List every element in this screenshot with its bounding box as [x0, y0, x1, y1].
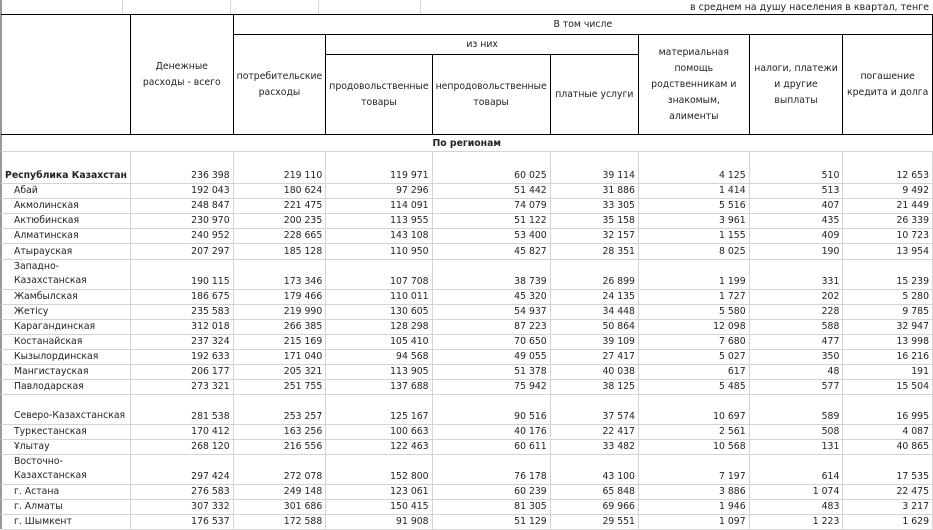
value-cell[interactable]: 200 235 — [233, 214, 326, 229]
value-cell[interactable]: 216 556 — [233, 439, 326, 454]
value-cell[interactable]: 1 155 — [638, 229, 749, 244]
region-name-cell[interactable]: Восточно-Казахстанская — [1, 454, 130, 484]
value-cell[interactable]: 49 055 — [432, 349, 550, 364]
value-cell[interactable]: 21 449 — [843, 199, 933, 214]
value-cell[interactable]: 407 — [749, 199, 843, 214]
value-cell[interactable]: 3 961 — [638, 214, 749, 229]
value-cell[interactable]: 26 339 — [843, 214, 933, 229]
value-cell[interactable]: 107 708 — [326, 259, 432, 289]
value-cell[interactable]: 1 414 — [638, 184, 749, 199]
region-name-cell[interactable]: Актюбинская — [1, 214, 130, 229]
value-cell[interactable]: 614 — [749, 454, 843, 484]
value-cell[interactable]: 5 580 — [638, 304, 749, 319]
region-name-cell[interactable]: г. Астана — [1, 484, 130, 499]
value-cell[interactable]: 1 223 — [749, 515, 843, 530]
value-cell[interactable]: 15 239 — [843, 259, 933, 289]
table-row — [1, 515, 933, 530]
value-cell[interactable]: 5 280 — [843, 289, 933, 304]
value-cell[interactable]: 51 442 — [432, 184, 550, 199]
value-cell[interactable]: 307 332 — [130, 500, 233, 515]
value-cell[interactable]: 69 966 — [550, 500, 638, 515]
value-cell[interactable]: 13 954 — [843, 244, 933, 259]
value-cell[interactable]: 435 — [749, 214, 843, 229]
value-cell[interactable]: 22 417 — [550, 424, 638, 439]
value-cell[interactable]: 513 — [749, 184, 843, 199]
value-cell[interactable]: 17 535 — [843, 454, 933, 484]
value-cell[interactable]: 312 018 — [130, 319, 233, 334]
value-cell[interactable]: 5 027 — [638, 349, 749, 364]
value-cell[interactable]: 4 125 — [638, 169, 749, 184]
header-material-aid[interactable]: материальная помощь родственникам и знакомым, алименты — [638, 35, 749, 135]
value-cell[interactable]: 33 305 — [550, 199, 638, 214]
value-cell[interactable]: 9 492 — [843, 184, 933, 199]
region-name-cell[interactable]: г. Алматы — [1, 500, 130, 515]
table-row — [1, 439, 933, 454]
value-cell[interactable]: 50 864 — [550, 319, 638, 334]
value-cell[interactable]: 331 — [749, 259, 843, 289]
value-cell[interactable]: 1 946 — [638, 500, 749, 515]
value-cell[interactable]: 123 061 — [326, 484, 432, 499]
value-cell[interactable]: 113 955 — [326, 214, 432, 229]
header-of-which-group[interactable]: из них — [326, 35, 639, 55]
header-paid-services[interactable]: платные услуги — [550, 55, 638, 135]
value-cell[interactable]: 219 990 — [233, 304, 326, 319]
value-cell[interactable]: 143 108 — [326, 229, 432, 244]
region-name-cell[interactable]: Акмолинская — [1, 199, 130, 214]
value-cell[interactable]: 1 097 — [638, 515, 749, 530]
value-cell[interactable]: 206 177 — [130, 365, 233, 380]
value-cell[interactable]: 40 038 — [550, 365, 638, 380]
value-cell[interactable]: 409 — [749, 229, 843, 244]
value-cell[interactable]: 74 079 — [432, 199, 550, 214]
value-cell[interactable]: 125 167 — [326, 395, 432, 425]
value-cell[interactable]: 236 398 — [130, 169, 233, 184]
region-name-cell[interactable]: Абай — [1, 184, 130, 199]
value-cell[interactable]: 22 475 — [843, 484, 933, 499]
value-cell[interactable]: 32 157 — [550, 229, 638, 244]
value-cell[interactable]: 39 109 — [550, 334, 638, 349]
table-row — [1, 229, 933, 244]
expenditure-table — [1, 14, 933, 530]
value-cell[interactable]: 100 663 — [326, 424, 432, 439]
region-name-cell[interactable]: Северо-Казахстанская — [1, 395, 130, 425]
value-cell[interactable]: 163 256 — [233, 424, 326, 439]
value-cell[interactable]: 8 025 — [638, 244, 749, 259]
value-cell[interactable]: 110 950 — [326, 244, 432, 259]
value-cell[interactable]: 32 947 — [843, 319, 933, 334]
value-cell[interactable]: 483 — [749, 500, 843, 515]
spacer-row — [1, 152, 933, 170]
value-cell[interactable]: 207 297 — [130, 244, 233, 259]
value-cell[interactable]: 40 865 — [843, 439, 933, 454]
region-name-cell[interactable]: Республика Казахстан — [1, 169, 130, 184]
table-row — [1, 484, 933, 499]
value-cell[interactable]: 273 321 — [130, 380, 233, 395]
value-cell[interactable]: 588 — [749, 319, 843, 334]
region-name-cell[interactable]: г. Шымкент — [1, 515, 130, 530]
value-cell[interactable]: 228 — [749, 304, 843, 319]
value-cell[interactable]: 185 128 — [233, 244, 326, 259]
table-row — [1, 214, 933, 229]
value-cell[interactable]: 53 400 — [432, 229, 550, 244]
header-taxes-payments[interactable]: налоги, платежи и другие выплаты — [749, 35, 843, 135]
value-cell[interactable]: 60 611 — [432, 439, 550, 454]
header-food-goods[interactable]: продовольственные товары — [326, 55, 432, 135]
value-cell[interactable]: 276 583 — [130, 484, 233, 499]
value-cell[interactable]: 12 098 — [638, 319, 749, 334]
value-cell[interactable]: 65 848 — [550, 484, 638, 499]
region-name-cell[interactable]: Жамбылская — [1, 289, 130, 304]
value-cell[interactable]: 33 482 — [550, 439, 638, 454]
value-cell[interactable]: 48 — [749, 365, 843, 380]
value-cell[interactable]: 5 516 — [638, 199, 749, 214]
value-cell[interactable]: 90 516 — [432, 395, 550, 425]
value-cell[interactable]: 249 148 — [233, 484, 326, 499]
value-cell[interactable]: 43 100 — [550, 454, 638, 484]
value-cell[interactable]: 5 485 — [638, 380, 749, 395]
header-region-cell[interactable] — [1, 15, 130, 135]
value-cell[interactable]: 253 257 — [233, 395, 326, 425]
data-rows — [1, 169, 933, 530]
value-cell[interactable]: 40 176 — [432, 424, 550, 439]
value-cell[interactable]: 91 908 — [326, 515, 432, 530]
value-cell[interactable]: 266 385 — [233, 319, 326, 334]
value-cell[interactable]: 176 537 — [130, 515, 233, 530]
value-cell[interactable]: 110 011 — [326, 289, 432, 304]
value-cell[interactable]: 190 115 — [130, 259, 233, 289]
region-name-cell[interactable]: Ұлытау — [1, 439, 130, 454]
table-row — [1, 454, 933, 484]
section-by-regions[interactable]: По регионам — [1, 135, 933, 152]
value-cell[interactable]: 510 — [749, 169, 843, 184]
value-cell[interactable]: 51 129 — [432, 515, 550, 530]
value-cell[interactable]: 114 091 — [326, 199, 432, 214]
value-cell[interactable]: 171 040 — [233, 349, 326, 364]
value-cell[interactable]: 97 296 — [326, 184, 432, 199]
value-cell[interactable]: 152 800 — [326, 454, 432, 484]
value-cell[interactable]: 16 216 — [843, 349, 933, 364]
region-name-cell[interactable]: Карагандинская — [1, 319, 130, 334]
value-cell[interactable]: 221 475 — [233, 199, 326, 214]
region-name-cell[interactable]: Кызылординская — [1, 349, 130, 364]
value-cell[interactable]: 4 087 — [843, 424, 933, 439]
value-cell[interactable]: 215 169 — [233, 334, 326, 349]
value-cell[interactable]: 94 568 — [326, 349, 432, 364]
value-cell[interactable]: 190 — [749, 244, 843, 259]
value-cell[interactable]: 37 574 — [550, 395, 638, 425]
value-cell[interactable]: 202 — [749, 289, 843, 304]
value-cell[interactable]: 15 504 — [843, 380, 933, 395]
value-cell[interactable]: 38 125 — [550, 380, 638, 395]
region-name-cell[interactable]: Жетісу — [1, 304, 130, 319]
value-cell[interactable]: 172 588 — [233, 515, 326, 530]
value-cell[interactable]: 45 320 — [432, 289, 550, 304]
value-cell[interactable]: 230 970 — [130, 214, 233, 229]
table-row — [1, 349, 933, 364]
table-row — [1, 304, 933, 319]
value-cell[interactable]: 3 217 — [843, 500, 933, 515]
table-row — [1, 500, 933, 515]
value-cell[interactable]: 16 995 — [843, 395, 933, 425]
value-cell[interactable]: 76 178 — [432, 454, 550, 484]
header-nonfood-goods[interactable]: непродовольственные товары — [432, 55, 550, 135]
table-row — [1, 184, 933, 199]
value-cell[interactable]: 1 629 — [843, 515, 933, 530]
table-row — [1, 259, 933, 289]
value-cell[interactable]: 34 448 — [550, 304, 638, 319]
value-cell[interactable]: 130 605 — [326, 304, 432, 319]
gridline — [230, 0, 231, 14]
value-cell[interactable]: 51 378 — [432, 365, 550, 380]
table-row — [1, 199, 933, 214]
value-cell[interactable]: 38 739 — [432, 259, 550, 289]
value-cell[interactable]: 12 653 — [843, 169, 933, 184]
region-name-cell[interactable]: Туркестанская — [1, 424, 130, 439]
value-cell[interactable]: 192 043 — [130, 184, 233, 199]
value-cell[interactable]: 589 — [749, 395, 843, 425]
value-cell[interactable]: 10 723 — [843, 229, 933, 244]
value-cell[interactable]: 350 — [749, 349, 843, 364]
value-cell[interactable]: 75 942 — [432, 380, 550, 395]
value-cell[interactable]: 281 538 — [130, 395, 233, 425]
value-cell[interactable]: 1 074 — [749, 484, 843, 499]
region-name-cell[interactable]: Атырауская — [1, 244, 130, 259]
region-name-cell[interactable]: Костанайская — [1, 334, 130, 349]
header-loan-repayment[interactable]: погашение кредита и долга — [843, 35, 933, 135]
value-cell[interactable]: 105 410 — [326, 334, 432, 349]
value-cell[interactable]: 173 346 — [233, 259, 326, 289]
value-cell[interactable]: 70 650 — [432, 334, 550, 349]
value-cell[interactable]: 1 199 — [638, 259, 749, 289]
value-cell[interactable]: 60 025 — [432, 169, 550, 184]
header-in-total-group[interactable]: В том числе — [233, 15, 932, 35]
value-cell[interactable]: 251 755 — [233, 380, 326, 395]
value-cell[interactable]: 237 324 — [130, 334, 233, 349]
unit-note: в среднем на душу населения в квартал, тенге — [690, 2, 929, 13]
region-name-cell[interactable]: Павлодарская — [1, 380, 130, 395]
value-cell[interactable]: 179 466 — [233, 289, 326, 304]
value-cell[interactable]: 131 — [749, 439, 843, 454]
value-cell[interactable]: 26 899 — [550, 259, 638, 289]
value-cell[interactable]: 248 847 — [130, 199, 233, 214]
region-name-cell[interactable]: Западно-Казахстанская — [1, 259, 130, 289]
table-row — [1, 334, 933, 349]
value-cell[interactable]: 24 135 — [550, 289, 638, 304]
value-cell[interactable]: 51 122 — [432, 214, 550, 229]
value-cell[interactable]: 240 952 — [130, 229, 233, 244]
value-cell[interactable]: 54 937 — [432, 304, 550, 319]
value-cell[interactable]: 87 223 — [432, 319, 550, 334]
value-cell[interactable]: 10 568 — [638, 439, 749, 454]
value-cell[interactable]: 219 110 — [233, 169, 326, 184]
value-cell[interactable]: 301 686 — [233, 500, 326, 515]
value-cell[interactable]: 39 114 — [550, 169, 638, 184]
region-name-cell[interactable]: Алматинская — [1, 229, 130, 244]
value-cell[interactable]: 3 886 — [638, 484, 749, 499]
value-cell[interactable]: 7 680 — [638, 334, 749, 349]
value-cell[interactable]: 81 305 — [432, 500, 550, 515]
value-cell[interactable]: 186 675 — [130, 289, 233, 304]
table-row — [1, 424, 933, 439]
value-cell[interactable]: 150 415 — [326, 500, 432, 515]
value-cell[interactable]: 192 633 — [130, 349, 233, 364]
value-cell[interactable]: 45 827 — [432, 244, 550, 259]
value-cell[interactable]: 113 905 — [326, 365, 432, 380]
value-cell[interactable]: 119 971 — [326, 169, 432, 184]
value-cell[interactable]: 60 239 — [432, 484, 550, 499]
value-cell[interactable]: 205 321 — [233, 365, 326, 380]
gridline — [122, 0, 123, 14]
value-cell[interactable]: 272 078 — [233, 454, 326, 484]
value-cell[interactable]: 9 785 — [843, 304, 933, 319]
value-cell[interactable]: 235 583 — [130, 304, 233, 319]
value-cell[interactable]: 137 688 — [326, 380, 432, 395]
value-cell[interactable]: 31 886 — [550, 184, 638, 199]
value-cell[interactable]: 2 561 — [638, 424, 749, 439]
table-row — [1, 395, 933, 425]
value-cell[interactable]: 617 — [638, 365, 749, 380]
value-cell[interactable]: 10 697 — [638, 395, 749, 425]
value-cell[interactable]: 508 — [749, 424, 843, 439]
value-cell[interactable]: 577 — [749, 380, 843, 395]
table-row — [1, 319, 933, 334]
gridline — [318, 0, 319, 14]
table-row — [1, 244, 933, 259]
value-cell[interactable]: 191 — [843, 365, 933, 380]
table-row — [1, 169, 933, 184]
value-cell[interactable]: 268 120 — [130, 439, 233, 454]
table-row — [1, 289, 933, 304]
value-cell[interactable]: 228 665 — [233, 229, 326, 244]
value-cell[interactable]: 180 624 — [233, 184, 326, 199]
value-cell[interactable]: 477 — [749, 334, 843, 349]
value-cell[interactable]: 13 998 — [843, 334, 933, 349]
region-name-cell[interactable]: Мангистауская — [1, 365, 130, 380]
value-cell[interactable]: 27 417 — [550, 349, 638, 364]
value-cell[interactable]: 35 158 — [550, 214, 638, 229]
value-cell[interactable]: 122 463 — [326, 439, 432, 454]
table-row — [1, 380, 933, 395]
value-cell[interactable]: 128 298 — [326, 319, 432, 334]
value-cell[interactable]: 29 551 — [550, 515, 638, 530]
value-cell[interactable]: 1 727 — [638, 289, 749, 304]
value-cell[interactable]: 7 197 — [638, 454, 749, 484]
header-total-expenses[interactable]: Денежные расходы - всего — [130, 15, 233, 135]
value-cell[interactable]: 28 351 — [550, 244, 638, 259]
value-cell[interactable]: 297 424 — [130, 454, 233, 484]
gridline — [420, 0, 421, 14]
value-cell[interactable]: 170 412 — [130, 424, 233, 439]
table-row — [1, 365, 933, 380]
header-consumer-expenses[interactable]: потребительские расходы — [233, 35, 326, 135]
